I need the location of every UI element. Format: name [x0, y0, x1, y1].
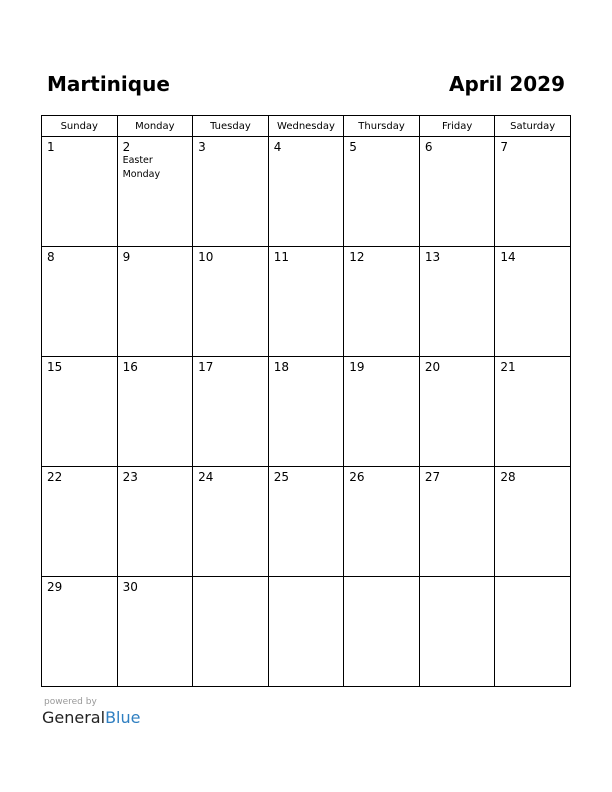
- week-row: [42, 357, 571, 467]
- week-row: [42, 137, 571, 247]
- day-number: 23: [122, 470, 138, 484]
- day-cell: [344, 137, 420, 247]
- week-row: [42, 467, 571, 577]
- day-cell: [42, 467, 118, 577]
- day-number: 19: [349, 360, 365, 374]
- day-number: 12: [349, 250, 365, 264]
- day-cell: [268, 357, 344, 467]
- day-number: 25: [273, 470, 289, 484]
- day-cell: [495, 467, 571, 577]
- day-cell: [419, 357, 495, 467]
- day-cell: [268, 137, 344, 247]
- day-cell: [117, 467, 193, 577]
- day-cell: [344, 357, 420, 467]
- day-cell: [42, 137, 118, 247]
- day-number: [420, 577, 495, 580]
- day-cell: [495, 247, 571, 357]
- day-number: 28: [500, 470, 516, 484]
- brand-blue-text: Blue: [105, 708, 141, 727]
- day-number: 13: [424, 250, 441, 264]
- week-row: [42, 577, 571, 687]
- day-number: 22: [47, 470, 63, 484]
- day-cell: [193, 467, 269, 577]
- day-number: [269, 577, 344, 580]
- weekday-header-row: [42, 116, 571, 137]
- day-number: [495, 577, 570, 580]
- day-number: 6: [424, 140, 433, 154]
- day-number: 21: [500, 360, 516, 374]
- day-cell: [419, 577, 495, 687]
- day-number: 2: [122, 140, 131, 154]
- day-number: 4: [273, 140, 282, 154]
- day-number: 9: [122, 250, 131, 264]
- day-number: 15: [47, 360, 63, 374]
- day-number: 11: [273, 250, 289, 264]
- day-cell: [268, 247, 344, 357]
- day-number: 27: [424, 470, 441, 484]
- day-number: 10: [198, 250, 214, 264]
- generalblue-logo[interactable]: [42, 708, 140, 728]
- day-cell: [344, 247, 420, 357]
- holiday-label: Easter Monday: [122, 155, 161, 180]
- weekday-header: Wednesday: [268, 116, 344, 137]
- day-cell: [495, 577, 571, 687]
- day-cell: [193, 577, 269, 687]
- calendar-grid: [41, 115, 571, 687]
- day-number: 1: [47, 140, 55, 154]
- day-number: 18: [273, 360, 289, 374]
- weekday-header: Saturday: [495, 116, 571, 137]
- day-number: 7: [500, 140, 509, 154]
- day-cell: [117, 357, 193, 467]
- day-cell: [268, 577, 344, 687]
- day-cell: [42, 357, 118, 467]
- day-cell: [344, 467, 420, 577]
- day-number: 16: [122, 360, 138, 374]
- day-cell: [419, 467, 495, 577]
- powered-by-text: powered by: [44, 697, 97, 707]
- day-cell: [117, 137, 193, 247]
- day-cell: [268, 467, 344, 577]
- day-cell: [419, 247, 495, 357]
- day-number: 8: [47, 250, 55, 264]
- weekday-header: Thursday: [344, 116, 420, 137]
- day-cell: [42, 247, 118, 357]
- day-cell: [193, 137, 269, 247]
- day-number: 29: [47, 580, 63, 594]
- weekday-header: Sunday: [42, 116, 118, 137]
- calendar-country-title: Martinique: [47, 72, 170, 96]
- day-number: 3: [198, 140, 206, 154]
- day-number: 30: [122, 580, 138, 594]
- day-cell: [117, 577, 193, 687]
- weekday-header: Tuesday: [193, 116, 269, 137]
- weekday-header: Monday: [117, 116, 193, 137]
- day-number: 5: [349, 140, 357, 154]
- day-cell: [193, 357, 269, 467]
- weekday-header: Friday: [419, 116, 495, 137]
- day-cell: [344, 577, 420, 687]
- day-cell: [495, 357, 571, 467]
- calendar-month-title: April 2029: [449, 72, 565, 96]
- day-number: 17: [198, 360, 214, 374]
- day-cell: [193, 247, 269, 357]
- day-cell: [42, 577, 118, 687]
- week-row: [42, 247, 571, 357]
- day-number: [344, 577, 419, 580]
- day-number: 24: [198, 470, 214, 484]
- day-number: [193, 577, 268, 580]
- day-number: 20: [424, 360, 441, 374]
- day-cell: [419, 137, 495, 247]
- day-cell: [495, 137, 571, 247]
- brand-general-text: General: [42, 708, 106, 727]
- day-number: 14: [500, 250, 516, 264]
- day-cell: [117, 247, 193, 357]
- day-number: 26: [349, 470, 365, 484]
